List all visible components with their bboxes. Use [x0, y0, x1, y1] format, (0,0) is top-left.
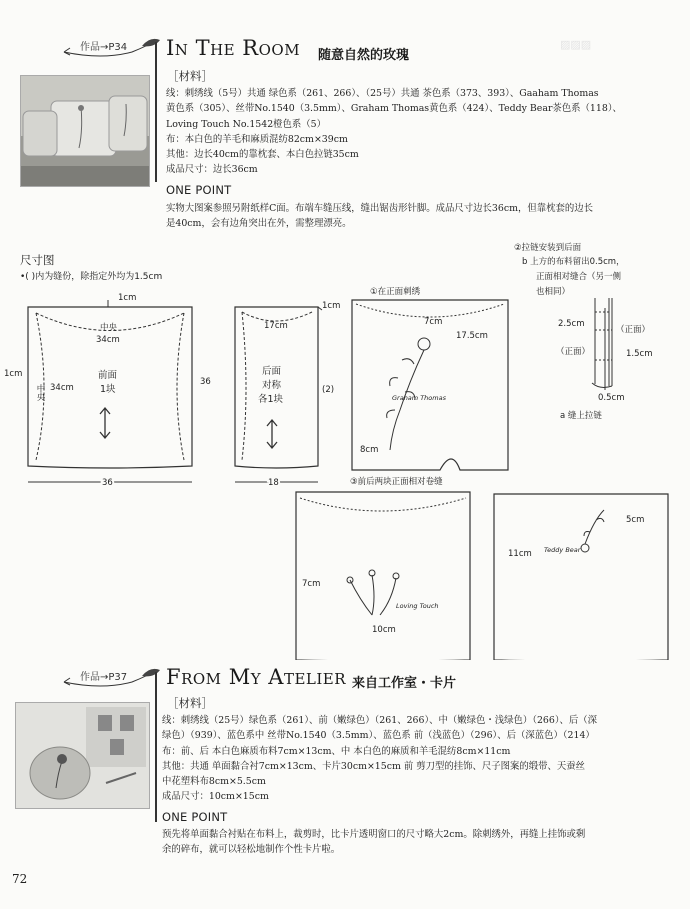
one-point-line: 预先将单面黏合衬贴在布料上，裁剪时，比卡片透明窗口的尺寸略大2cm。除刺绣外，再缝上挂饰或剩 [162, 829, 586, 840]
step2-b-line2: 正面相对缝合（另一侧 [536, 272, 622, 282]
step2-b-line3: 也相同） [536, 287, 571, 297]
section1-title-cn: 随意自然的玫瑰 [318, 48, 410, 63]
material-line: 成品尺寸：边长36cm [166, 164, 258, 176]
emb-front-script: Loving Touch [396, 602, 439, 610]
front-center-label: 中央 [100, 323, 118, 333]
back-label-2: 对称 [262, 380, 282, 391]
step1-title: ①在正面刺绣 [370, 287, 421, 297]
step1-script: Graham Thomas [392, 394, 446, 402]
diagram-note: •( )内为缝份，除指定外均为1.5cm [20, 272, 163, 282]
section2-rule [155, 672, 157, 822]
section1-title-en: In The Room [166, 36, 301, 60]
material-line: 线：刺绣线（5号）共通 绿色系（261、266）、（25号）共通 茶色系（373、393）、Gaaham Thomas [166, 88, 599, 99]
section1-materials-label: ［材料］ [167, 69, 213, 83]
section2-one-point [162, 827, 677, 858]
step1-8cm: 8cm [360, 445, 379, 455]
front-label-1: 前面 [98, 370, 118, 381]
step2-front-label-a: （正面） [616, 325, 651, 335]
back-width-label: 17cm [264, 321, 288, 331]
section1-one-point-label: ONE POINT [166, 183, 232, 197]
material-line: 布：前、后 本白色麻质布料7cm×13cm、中 本白色的麻质和羊毛混纺8cm×11cm [162, 745, 511, 757]
emb-back-script: Teddy Bear [544, 546, 581, 554]
card-photo [15, 702, 150, 809]
front-seam-left-label: 1cm [4, 369, 23, 379]
back-label-3: 各1块 [258, 394, 284, 405]
back-dim-side-label: 36 [200, 377, 211, 387]
one-point-line: 是40cm，会有边角突出在外，需整理漂亮。 [166, 218, 352, 230]
one-point-line: 余的碎布，就可以轻松地制作个性卡片啦。 [162, 844, 341, 856]
step2-title: ②拉链安装到后面 [514, 243, 582, 253]
show-through-text: ▨▨▨ [560, 38, 592, 51]
material-line: 线：刺绣线（25号）绿色系（261）、前（嫩绿色）（261、266）、中（嫩绿色・浅绿色）（266）、后（深 [162, 715, 598, 726]
front-height-label: 34cm [50, 383, 74, 393]
material-line: 绿色）（939）、蓝色系中 丝带No.1540（3.5mm）、蓝色系 前（浅蓝色）（296）、后（深蓝色）（214） [162, 730, 595, 742]
emb-front-7cm: 7cm [302, 579, 321, 589]
material-line: 成品尺寸：10cm×15cm [162, 791, 269, 803]
diagram-heading: 尺寸图 [20, 253, 55, 267]
front-center-v-label: 中央 [35, 384, 45, 401]
material-line: Loving Touch No.1542橙色系（5） [166, 118, 327, 130]
step2-25cm: 2.5cm [558, 319, 585, 329]
material-line: 黄色系（305）、丝带No.1540（3.5mm）、Graham Thomas黄色系（424）、Teddy Bear茶色系（118）、 [166, 103, 622, 115]
material-line: 布：本白色的羊毛和麻质混纺82cm×39cm [166, 133, 348, 145]
material-line: 中花塑料布8cm×5.5cm [162, 776, 266, 788]
step2-15cm: 1.5cm [626, 349, 653, 359]
section2-materials [162, 713, 677, 805]
step2-05cm: 0.5cm [598, 393, 625, 403]
back-dim-bottom-label: 18 [268, 478, 279, 488]
section2-one-point-label: ONE POINT [162, 810, 228, 824]
step1-175cm: 17.5cm [456, 331, 488, 341]
back-label-1: 后面 [262, 366, 282, 377]
emb-back-11cm: 11cm [508, 549, 532, 559]
step2-a-line: a 缝上拉链 [560, 411, 602, 421]
step3-title: ③前后两块正面相对卷缝 [350, 477, 443, 487]
step2-front-label-b: （正面） [556, 347, 591, 357]
front-width-label: 34cm [96, 335, 120, 345]
page-number: 72 [12, 872, 28, 886]
section2-ref: 作品→P37 [80, 672, 128, 683]
emb-back-5cm: 5cm [626, 515, 645, 525]
section2-title-cn: 来自工作室・卡片 [352, 676, 457, 691]
front-seam-top-label: 1cm [118, 293, 137, 303]
section2-materials-label: ［材料］ [167, 696, 213, 710]
emb-front-10cm: 10cm [372, 625, 396, 635]
step1-7cm: 7cm [424, 317, 443, 327]
leaf-ornament-icon [62, 664, 162, 704]
back-seam2-label: (2) [322, 385, 335, 395]
material-line: 其他：共通 单面黏合衬7cm×13cm、卡片30cm×15cm 前 剪刀型的挂饰、尺子图案的缎带、天蚕丝 [162, 760, 585, 772]
section1-ref: 作品→P34 [80, 42, 128, 53]
section2-title-en: From My Atelier [166, 665, 347, 689]
front-label-2: 1块 [100, 384, 116, 395]
front-dim-bottom-label: 36 [102, 478, 113, 488]
back-seam-label: 1cm [322, 301, 341, 311]
material-line: 其他：边长40cm的靠枕套、本白色拉链35cm [166, 149, 359, 161]
one-point-line: 实物大图案参照另附纸样C面。布端车缝压线，缝出锯齿形针脚。成品尺寸边长36cm，但靠枕套的边长 [166, 203, 593, 214]
step2-b-line1: b 上方的布料留出0.5cm， [522, 257, 625, 267]
